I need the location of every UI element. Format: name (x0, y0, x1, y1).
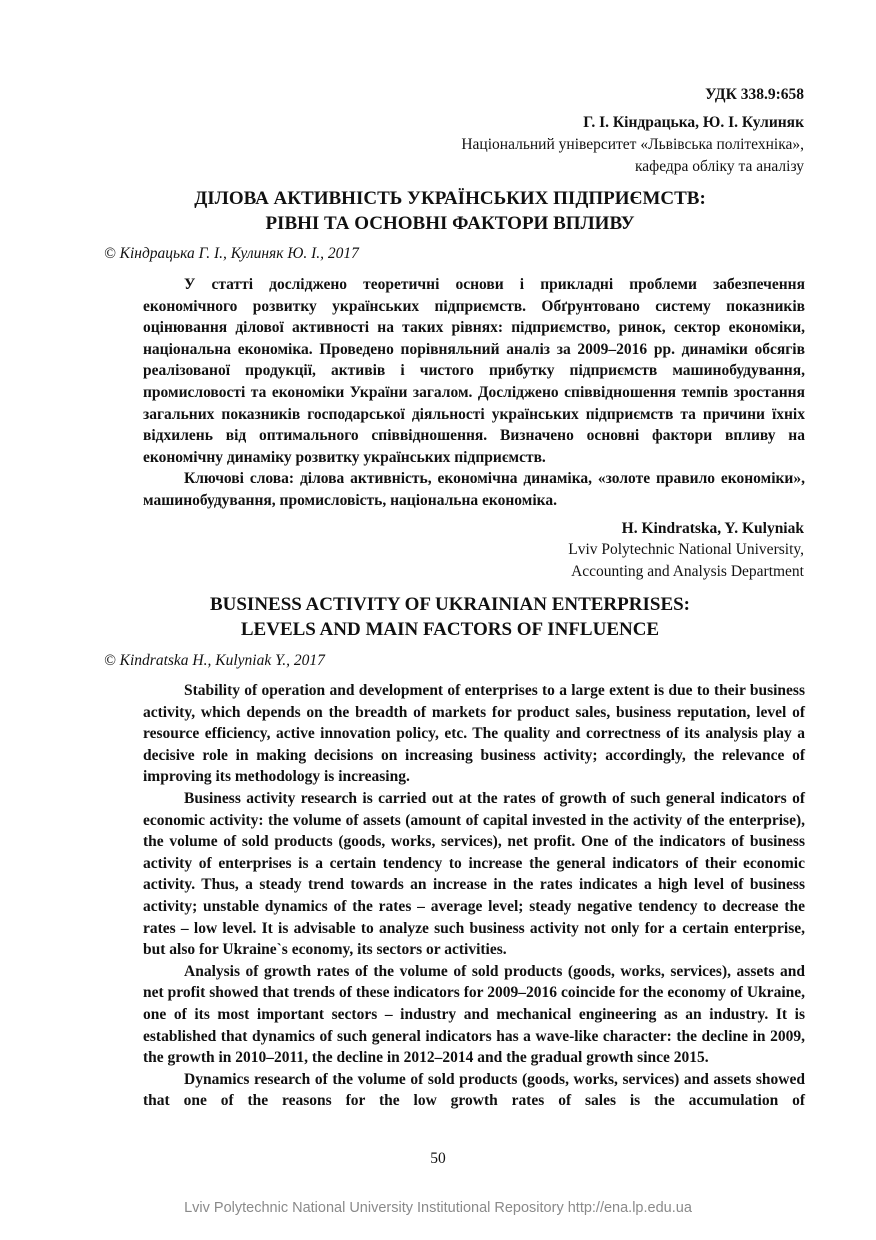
ua-affiliation-line: Національний університет «Львівська політехніка», (461, 136, 804, 153)
en-copyright: © Kindratska H., Kulyniak Y., 2017 (104, 652, 325, 669)
en-affiliation (568, 539, 804, 582)
en-title-line: BUSINESS ACTIVITY OF UKRAINIAN ENTERPRISES: (209, 594, 691, 615)
body-paragraph: Dynamics research of the volume of sold products (goods, works, services) and assets showed that one of the reasons for the low growth rates of sales is the accumulation of (143, 1070, 805, 1110)
page-number: 50 (430, 1150, 446, 1167)
ua-abstract (143, 274, 805, 512)
en-authors: H. Kindratska, Y. Kulyniak (621, 520, 804, 537)
ua-affiliation (461, 134, 804, 177)
ua-title-line: ДІЛОВА АКТИВНІСТЬ УКРАЇНСЬКИХ ПІДПРИЄМСТВ: (194, 188, 706, 209)
ua-affiliation-line: кафедра обліку та аналізу (634, 157, 804, 175)
ua-copyright: © Кіндрацька Г. І., Кулиняк Ю. І., 2017 (104, 245, 359, 262)
ua-authors: Г. І. Кіндрацька, Ю. І. Кулиняк (583, 114, 804, 131)
en-affiliation-line: Accounting and Analysis Department (571, 562, 804, 580)
en-title (80, 592, 820, 642)
body-paragraph: Stability of operation and development of enterprises to a large extent is due to their business activity, which depends on the breadth of markets for product sales, business reputation, level of resource efficiency, active innovation policy, etc. The quality and correctness of its analysis play a decisive role in making decisions on increasing business activity; accordingly, the relevance of improving its methodology is increasing. (143, 682, 805, 786)
en-affiliation-line: Lviv Polytechnic National University, (568, 541, 804, 558)
udk-code: УДК 338.9:658 (705, 86, 804, 103)
ua-abstract-text: У статті досліджено теоретичні основи і прикладні проблеми забезпечення економічного розвитку українських підприємств. Обґрунтовано систему показників оцінювання ділової активності на таких рівнях: підприємство, ринок, сектор економіки, національна економіка. Проведено порівняльний аналіз за 2009–2016 рр. динаміки обсягів реалізованої продукції, активів і чистого прибутку підприємств машинобудування, промисловості та економіки України загалом. Досліджено співвідношення темпів зростання загальних показників господарської діяльності українських підприємств та причини їхніх відхилень від оптимального співвідношення. Визначено основні фактори впливу на економічну динаміку розвитку українських підприємств. (143, 276, 805, 466)
body-paragraph: Analysis of growth rates of the volume of sold products (goods, works, services), assets and net profit showed that trends of these indicators for 2009–2016 coincide for the economy of Ukraine, one of its most important sectors – industry and mechanical engineering as an industry. It is established that dynamics of such general indicators has a wave-like character: the decline in 2009, the growth in 2010–2011, the decline in 2012–2014 and the gradual growth since 2015. (143, 962, 805, 1067)
repository-footer: Lviv Polytechnic National University Institutional Repository http://ena.lp.edu.ua (184, 1200, 692, 1216)
en-body (143, 680, 805, 1112)
body-paragraph: Business activity research is carried out at the rates of growth of such general indicators of economic activity: the volume of assets (amount of capital invested in the activity of the enterprise), the volume of sold products (goods, works, services), net profit. One of the indicators of business activity of enterprises is a certain tendency to increase the general indicators of their economic activity. Thus, a steady trend towards an increase in the rates indicates a high level of business activity; unstable dynamics of the rates – average level; steady negative tendency to decrease the rates – low level. It is advisable to analyze such business activity not only for a certain enterprise, but also for Ukraine`s economy, its sectors or activities. (143, 789, 805, 959)
ua-title-line: РІВНІ ТА ОСНОВНІ ФАКТОРИ ВПЛИВУ (265, 213, 635, 234)
en-title-line: LEVELS AND MAIN FACTORS OF INFLUENCE (240, 619, 660, 640)
ua-title (80, 186, 820, 236)
ua-keywords: Ключові слова: ділова активність, економічна динаміка, «золоте правило економіки», машинобудування, промисловість, національна економіка. (143, 470, 805, 509)
